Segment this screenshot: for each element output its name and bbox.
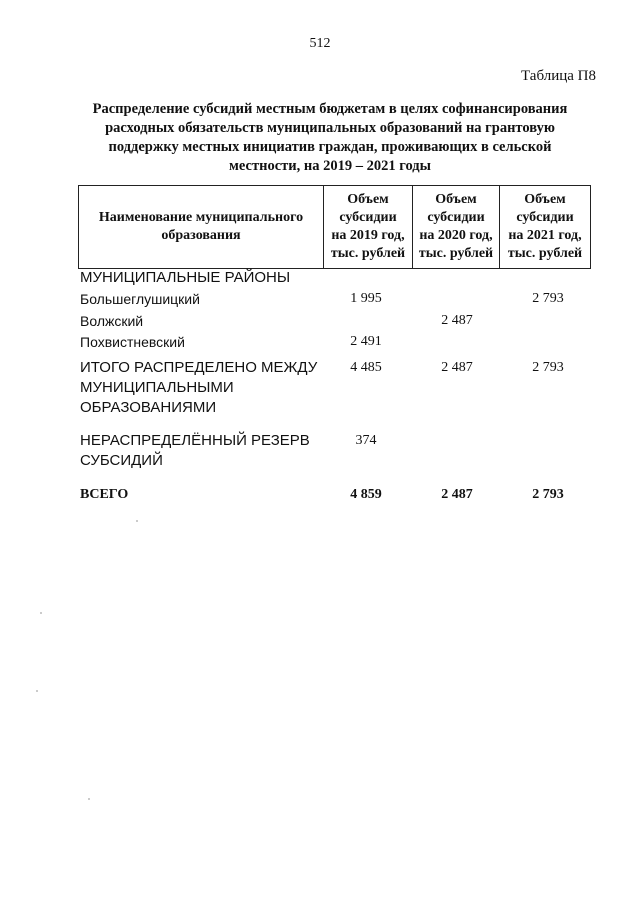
header-text: на 2019 год,	[331, 228, 405, 243]
value-2020: 2 487	[441, 313, 473, 328]
value-2020: 2 487	[441, 360, 473, 375]
header-text: образования	[161, 228, 241, 243]
header-text: на 2020 год,	[419, 228, 493, 243]
title-line: поддержку местных инициатив граждан, проживающих в сельской	[108, 139, 552, 155]
distributed-total-label	[80, 358, 330, 418]
header-2021-column	[500, 186, 591, 269]
header-2019-column	[324, 186, 413, 269]
scan-speck	[40, 612, 42, 614]
label-line: НЕРАСПРЕДЕЛЁННЫЙ РЕЗЕРВ	[80, 432, 310, 449]
row-name: Большеглушицкий	[80, 291, 200, 307]
scan-speck	[136, 520, 138, 522]
reserve-label	[80, 431, 330, 471]
grand-total-label: ВСЕГО	[80, 487, 129, 502]
title-line: расходных обязательств муниципальных образований на грантовую	[105, 120, 555, 136]
label-line: ОБРАЗОВАНИЯМИ	[80, 399, 217, 416]
table-header	[78, 185, 591, 269]
value-2020: 2 487	[441, 487, 473, 502]
header-name-column	[79, 186, 324, 269]
table-label: Таблица П8	[521, 68, 596, 84]
scan-speck	[88, 798, 90, 800]
label-line: СУБСИДИЙ	[80, 452, 163, 469]
row-name: Похвистневский	[80, 334, 185, 350]
scan-speck	[36, 690, 38, 692]
value-2021: 2 793	[532, 291, 564, 306]
value-2019: 4 859	[350, 487, 382, 502]
header-text: субсидии	[339, 210, 397, 225]
header-text: Наименование муниципального	[98, 210, 304, 225]
page-number: 512	[309, 36, 331, 51]
header-text: тыс. рублей	[507, 246, 583, 261]
header-2020-column	[413, 186, 500, 269]
value-2019: 4 485	[350, 360, 382, 375]
value-2021: 2 793	[532, 487, 564, 502]
value-2019: 2 491	[350, 334, 382, 349]
header-text: Объем	[524, 192, 566, 207]
header-text: субсидии	[427, 210, 485, 225]
header-text: Объем	[435, 192, 477, 207]
header-text: субсидии	[516, 210, 574, 225]
header-text: тыс. рублей	[418, 246, 494, 261]
value-2019: 1 995	[350, 291, 382, 306]
header-text: тыс. рублей	[330, 246, 406, 261]
row-name: Волжский	[80, 313, 144, 329]
value-2019: 374	[355, 433, 377, 448]
section-heading: МУНИЦИПАЛЬНЫЕ РАЙОНЫ	[80, 269, 291, 286]
header-text: на 2021 год,	[508, 228, 582, 243]
label-line: МУНИЦИПАЛЬНЫМИ	[80, 379, 234, 396]
title-line: Распределение субсидий местным бюджетам в целях софинансирования	[92, 101, 568, 117]
title-line: местности, на 2019 – 2021 годы	[229, 158, 431, 174]
label-line: ИТОГО РАСПРЕДЕЛЕНО МЕЖДУ	[80, 359, 318, 376]
document-title	[80, 100, 580, 176]
value-2021: 2 793	[532, 360, 564, 375]
header-text: Объем	[347, 192, 389, 207]
